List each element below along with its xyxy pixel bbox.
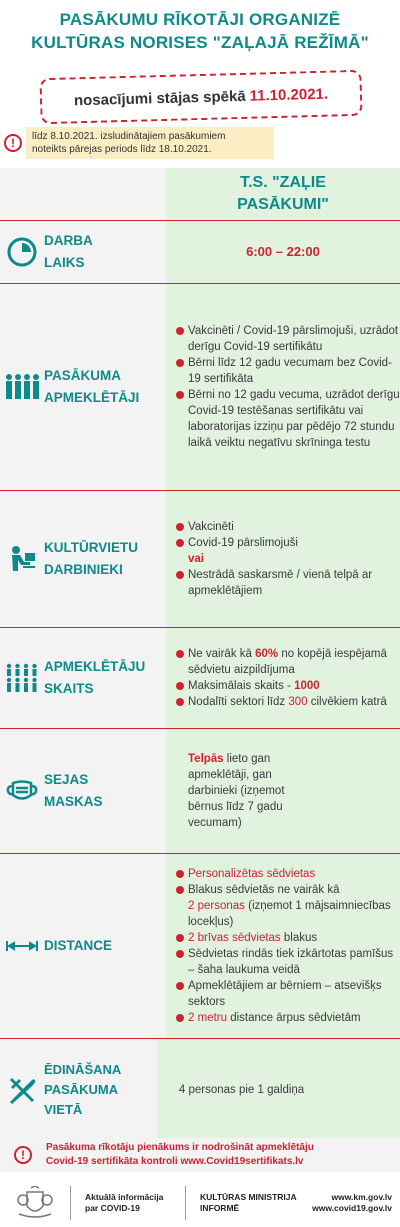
list-item: Apmeklētājiem ar bērniem – atsevišķs sektors [172, 978, 400, 1010]
km-link[interactable]: www.km.gov.lv [331, 1191, 392, 1202]
work-hours-value: 6:00 – 22:00 [246, 244, 320, 259]
list-item: Maksimālais skaits - 1000 [172, 678, 400, 694]
list-item: Vakcinēti [172, 519, 400, 535]
list-item: Nodalīti sektori līdz 300 cilvēkiem katrā [172, 694, 400, 710]
list-item: Personalizētas sēdvietas [172, 866, 400, 882]
people-icon [4, 373, 40, 401]
row-staff: KULTŪRVIETU DARBINIEKI Vakcinēti Covid-19 pārslimojuši vai Nestrādā saskarsmē / vienā telpā ar apmeklētājiem [0, 490, 400, 627]
rules-table [0, 168, 400, 1141]
exclamation-icon: ! [14, 1146, 32, 1164]
list-item: Blakus sēdvietās ne vairāk kā 2 personas (izņemot 1 mājsaimniecības locekļus) [172, 882, 400, 930]
row-visitor-count: APMEKLĒTĀJU SKAITS Ne vairāk kā 60% no kopējā iespējamā sēdvietu aizpildījuma Maksimālais skaits - 1000 Nodalīti sektori līdz 300 cilvēkiem katrā [0, 627, 400, 728]
exclamation-icon: ! [4, 134, 22, 152]
mask-icon [5, 779, 39, 803]
row-work-hours: DARBA LAIKS 6:00 – 22:00 [0, 220, 400, 283]
effective-date-box: nosacījumi stājas spēkā 11.10.2021. [39, 70, 362, 124]
list-item: Sēdvietas rindās tiek izkārtotas pamīšus – šaha laukuma veidā [172, 946, 400, 978]
row-face-masks: SEJAS MASKAS Telpās lieto gan apmeklētāji, gan darbinieki (izņemot bērnus līdz 7 gadu vecumam) [0, 728, 400, 853]
list-item: 2 brīvas sēdvietas blakus [172, 930, 400, 946]
row-distance: DISTANCE Personalizētas sēdvietas Blakus sēdvietās ne vairāk kā 2 personas (izņemot 1 mājsaimniecības locekļus) 2 brīvas sēdvietas blakus Sēdvietas rindās tiek izkārtotas pamīšus – šaha laukuma veidā Apmeklētājiem ar bērniem – atsevišķs sektors 2 metru distance ārpus sēdvietām [0, 853, 400, 1038]
catering-value: 4 personas pie 1 galdiņa [178, 1084, 305, 1096]
coat-of-arms-icon [15, 1186, 55, 1220]
list-item: 2 metru distance ārpus sēdvietām [172, 1010, 400, 1026]
distance-arrow-icon [5, 940, 39, 952]
row-visitors: PASĀKUMA APMEKLĒTĀJI Vakcinēti / Covid-19 pārslimojuši, uzrādot derīgu Covid-19 sertifikātu Bērni līdz 12 gadu vecumam bez Covid-19 sertifikāta Bērni no 12 gadu vecuma, uzrādot derīgu Covid-19 testēšanas sertifikātu vai laboratorijas izziņu par pēdējo 72 stundu laikā veiktu negatīvu skrīninga testu [0, 283, 400, 490]
list-item: Nestrādā saskarsmē / vienā telpā ar apmeklētājiem [172, 567, 400, 599]
fork-knife-icon [7, 1075, 37, 1105]
or-label: vai [188, 553, 204, 565]
certificate-footnote: ! Pasākuma rīkotāju pienākums ir nodrošināt apmeklētāju Covid-19 sertifikāta kontroli www.Covid19sertifikats.lv [0, 1138, 400, 1172]
worker-icon [7, 544, 37, 574]
masks-text: Telpās lieto gan apmeklētāji, gan darbinieki (izņemot bērnus līdz 7 gadu vecumam) [188, 753, 285, 829]
transition-notice: ! līdz 8.10.2021. izsludinātajiem pasākumiem noteikts pārejas periods līdz 18.10.2021. [0, 127, 400, 159]
page-title: PASĀKUMU RĪKOTĀJI ORGANIZĒ KULTŪRAS NORISES "ZAĻAJĀ REŽĪMĀ" [31, 10, 369, 52]
crowd-icon [5, 663, 39, 693]
certificate-link[interactable]: www.Covid19sertifikats.lv [180, 1156, 304, 1167]
list-item: Covid-19 pārslimojuši [172, 535, 400, 551]
list-item: Ne vairāk kā 60% no kopējā iespējamā sēdvietu aizpildījuma [172, 646, 400, 678]
covid19-link[interactable]: www.covid19.gov.lv [312, 1202, 392, 1213]
clock-icon [6, 236, 38, 268]
list-item: Bērni līdz 12 gadu vecumam bez Covid-19 sertifikāta [172, 355, 400, 387]
footer: Aktuālā informācija par COVID-19 KULTŪRAS MINISTRIJA INFORMĒ www.km.gov.lv www.covid19.gov.lv [0, 1178, 400, 1227]
row-catering: ĒDINĀŠANA PASĀKUMA VIETĀ 4 personas pie 1 galdiņa [0, 1038, 400, 1141]
table-header: T.S. "ZAĻIE PASĀKUMI" [0, 168, 400, 220]
list-item: Vakcinēti / Covid-19 pārslimojuši, uzrādot derīgu Covid-19 sertifikātu [172, 323, 400, 355]
list-item: Bērni no 12 gadu vecuma, uzrādot derīgu Covid-19 testēšanas sertifikātu vai laboratorijas izziņu par pēdējo 72 stundu laikā veiktu negatīvu skrīninga testu [172, 387, 400, 451]
